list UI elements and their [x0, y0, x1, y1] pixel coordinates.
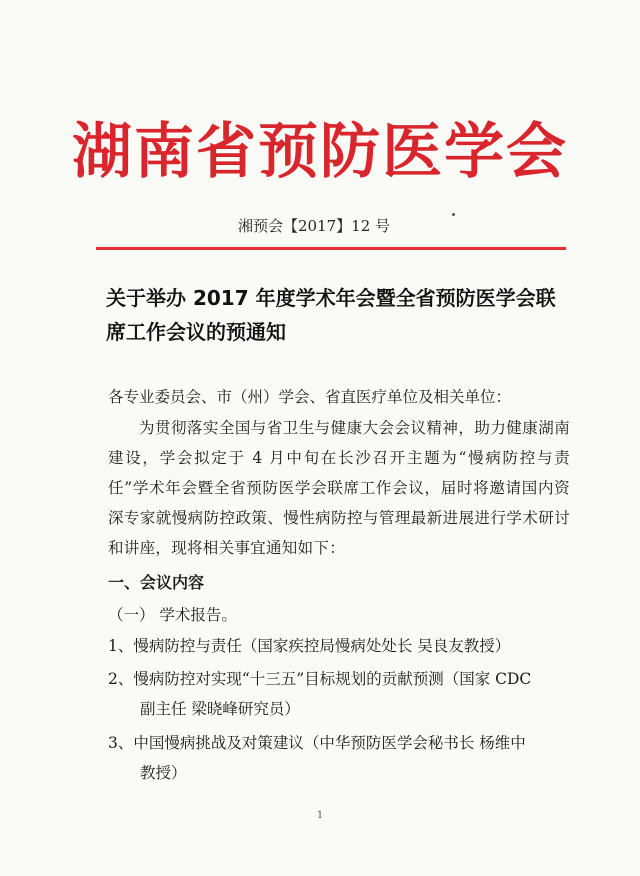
body-paragraph: 为贯彻落实全国与省卫生与健康大会会议精神，助力健康湖南建设，学会拟定于 4 月中旬在长沙召开主题为“慢病防控与责任”学术年会暨全省预防医学会联席工作会议，届时将邀请国内资深专家就慢病防控政策、慢性病防控与管理最新进展进行学术研讨和讲座，现将相关事宜通知如下： — [108, 419, 570, 557]
list-item-text: 3、中国慢病挑战及对策建议（中华预防医学会秘书长 杨维中 — [108, 734, 526, 752]
list-item — [108, 664, 570, 724]
list-item — [108, 728, 570, 788]
list-item-continuation: 教授） — [140, 764, 187, 782]
page-number: 1 — [316, 810, 324, 821]
list-item-text: 1、慢病防控与责任（国家疾控局慢病处处长 吴良友教授） — [108, 637, 511, 655]
salutation: 各专业委员会、市（州）学会、省直医疗单位及相关单位： — [108, 388, 512, 406]
document-number: 湘预会【2017】12 号 — [238, 217, 391, 235]
scan-speck — [452, 213, 455, 216]
sub-heading: （一） 学术报告。 — [108, 606, 237, 624]
list-item — [108, 631, 570, 661]
list-item-continuation: 副主任 梁晓峰研究员） — [140, 700, 300, 718]
notice-title: 关于举办 2017 年度学术年会暨全省预防医学会联席工作会议的预通知 — [106, 286, 556, 344]
organization-letterhead: 湖南省预防医学会 — [72, 117, 568, 187]
list-item-text: 2、慢病防控对实现“十三五”目标规划的贡献预测（国家 CDC — [108, 670, 532, 688]
section-heading: 一、会议内容 — [108, 573, 205, 592]
red-divider-line — [96, 247, 566, 250]
